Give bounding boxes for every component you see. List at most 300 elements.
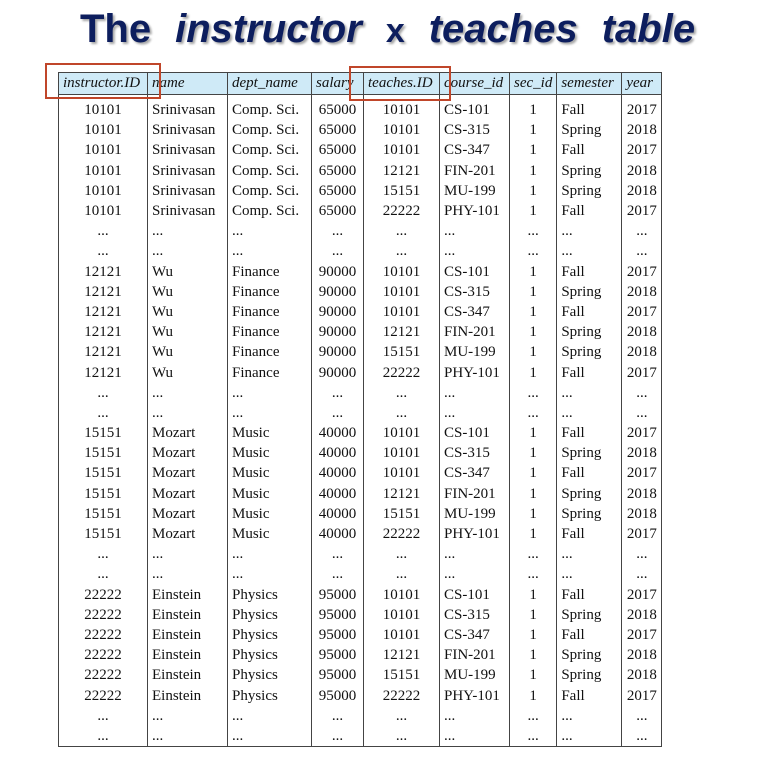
cell-sec-id: ...: [510, 564, 557, 584]
table-row: [59, 302, 662, 322]
cell-salary: ...: [312, 706, 364, 726]
cell-salary: ...: [312, 221, 364, 241]
cell-instructor-id: 10101: [59, 100, 148, 120]
table-row: [59, 161, 662, 181]
cell-semester: Fall: [557, 423, 622, 443]
cell-name: ...: [148, 221, 228, 241]
cell-instructor-id: ...: [59, 544, 148, 564]
cell-teaches-id: 22222: [364, 524, 440, 544]
cell-course-id: ...: [440, 564, 510, 584]
table-row: [59, 605, 662, 625]
cell-dept-name: Physics: [228, 605, 312, 625]
cell-semester: Spring: [557, 484, 622, 504]
cell-course-id: ...: [440, 403, 510, 423]
cell-sec-id: 1: [510, 524, 557, 544]
cell-instructor-id: 22222: [59, 605, 148, 625]
cell-sec-id: 1: [510, 120, 557, 140]
cell-instructor-id: ...: [59, 564, 148, 584]
cell-year: 2017: [622, 201, 662, 221]
cell-sec-id: ...: [510, 706, 557, 726]
cell-semester: Fall: [557, 302, 622, 322]
cell-sec-id: 1: [510, 100, 557, 120]
cell-sec-id: 1: [510, 463, 557, 483]
cell-sec-id: 1: [510, 665, 557, 685]
cell-sec-id: 1: [510, 302, 557, 322]
cell-teaches-id: 10101: [364, 605, 440, 625]
cell-year: 2018: [622, 161, 662, 181]
cell-name: ...: [148, 726, 228, 747]
cell-semester: Fall: [557, 585, 622, 605]
cell-sec-id: ...: [510, 221, 557, 241]
cell-teaches-id: 10101: [364, 585, 440, 605]
cell-dept-name: ...: [228, 241, 312, 261]
cell-salary: 95000: [312, 585, 364, 605]
cell-instructor-id: 12121: [59, 362, 148, 382]
cell-semester: Spring: [557, 342, 622, 362]
highlight-box-instructor-id: [45, 63, 161, 99]
cell-year: ...: [622, 383, 662, 403]
cell-dept-name: Comp. Sci.: [228, 161, 312, 181]
cell-dept-name: ...: [228, 544, 312, 564]
cell-sec-id: ...: [510, 241, 557, 261]
col-header-semester: semester: [557, 73, 622, 95]
cell-instructor-id: 15151: [59, 524, 148, 544]
cell-teaches-id: 15151: [364, 342, 440, 362]
cell-name: Mozart: [148, 484, 228, 504]
cell-dept-name: ...: [228, 403, 312, 423]
cell-dept-name: Physics: [228, 645, 312, 665]
col-header-name: name: [148, 73, 228, 95]
cell-sec-id: 1: [510, 201, 557, 221]
col-header-dept-name: dept_name: [228, 73, 312, 95]
table-row: [59, 322, 662, 342]
highlight-box-teaches-id: [349, 66, 451, 101]
cell-sec-id: 1: [510, 443, 557, 463]
cell-sec-id: ...: [510, 403, 557, 423]
cell-sec-id: 1: [510, 484, 557, 504]
cell-sec-id: 1: [510, 262, 557, 282]
cell-dept-name: Finance: [228, 362, 312, 382]
cell-salary: 90000: [312, 322, 364, 342]
cell-name: Mozart: [148, 443, 228, 463]
cell-course-id: MU-199: [440, 665, 510, 685]
cell-semester: Fall: [557, 685, 622, 705]
cell-semester: Spring: [557, 645, 622, 665]
cell-instructor-id: 12121: [59, 302, 148, 322]
cell-salary: 95000: [312, 665, 364, 685]
cell-course-id: CS-347: [440, 625, 510, 645]
cell-name: Einstein: [148, 585, 228, 605]
cell-instructor-id: 22222: [59, 665, 148, 685]
cell-year: ...: [622, 544, 662, 564]
cell-salary: ...: [312, 544, 364, 564]
cell-salary: ...: [312, 383, 364, 403]
cell-course-id: FIN-201: [440, 322, 510, 342]
cell-dept-name: Music: [228, 443, 312, 463]
cell-teaches-id: 15151: [364, 181, 440, 201]
cell-instructor-id: 10101: [59, 140, 148, 160]
cell-course-id: CS-101: [440, 423, 510, 443]
cell-dept-name: ...: [228, 221, 312, 241]
table-row: [59, 241, 662, 261]
cell-year: 2018: [622, 181, 662, 201]
cell-sec-id: 1: [510, 161, 557, 181]
title-word-the: The: [80, 7, 152, 51]
cell-dept-name: Comp. Sci.: [228, 201, 312, 221]
cell-instructor-id: 15151: [59, 463, 148, 483]
cell-sec-id: 1: [510, 282, 557, 302]
cell-year: 2017: [622, 302, 662, 322]
cell-instructor-id: ...: [59, 706, 148, 726]
cell-year: 2018: [622, 282, 662, 302]
cell-salary: 65000: [312, 181, 364, 201]
cell-salary: 40000: [312, 504, 364, 524]
cell-name: ...: [148, 383, 228, 403]
cell-name: ...: [148, 706, 228, 726]
cell-name: ...: [148, 564, 228, 584]
title-word-teaches: teaches: [428, 7, 578, 51]
cell-dept-name: Finance: [228, 262, 312, 282]
cell-semester: Spring: [557, 504, 622, 524]
cell-semester: ...: [557, 241, 622, 261]
cell-year: 2017: [622, 362, 662, 382]
cell-instructor-id: 10101: [59, 161, 148, 181]
cell-salary: 65000: [312, 120, 364, 140]
cell-course-id: FIN-201: [440, 484, 510, 504]
cell-sec-id: 1: [510, 625, 557, 645]
cell-salary: 65000: [312, 161, 364, 181]
cell-semester: Spring: [557, 665, 622, 685]
cell-teaches-id: ...: [364, 221, 440, 241]
cell-instructor-id: 15151: [59, 484, 148, 504]
cell-dept-name: Music: [228, 423, 312, 443]
cell-semester: ...: [557, 706, 622, 726]
cell-course-id: CS-101: [440, 100, 510, 120]
cell-salary: 95000: [312, 605, 364, 625]
cell-course-id: CS-347: [440, 302, 510, 322]
cell-name: Srinivasan: [148, 181, 228, 201]
cell-semester: Spring: [557, 322, 622, 342]
cell-salary: ...: [312, 564, 364, 584]
cell-name: Wu: [148, 362, 228, 382]
cell-instructor-id: 22222: [59, 585, 148, 605]
cell-course-id: PHY-101: [440, 685, 510, 705]
cell-semester: ...: [557, 726, 622, 747]
cell-instructor-id: 15151: [59, 443, 148, 463]
cell-course-id: MU-199: [440, 342, 510, 362]
cell-salary: 40000: [312, 463, 364, 483]
table-row: [59, 383, 662, 403]
cell-year: 2017: [622, 524, 662, 544]
cell-teaches-id: ...: [364, 383, 440, 403]
table-row: [59, 706, 662, 726]
cell-teaches-id: ...: [364, 403, 440, 423]
cell-salary: 95000: [312, 625, 364, 645]
cell-name: Wu: [148, 322, 228, 342]
table-row: [59, 342, 662, 362]
cell-semester: Fall: [557, 262, 622, 282]
cell-course-id: CS-315: [440, 282, 510, 302]
cell-dept-name: Physics: [228, 665, 312, 685]
cell-name: Wu: [148, 262, 228, 282]
cell-sec-id: 1: [510, 585, 557, 605]
cell-teaches-id: 22222: [364, 362, 440, 382]
cell-year: ...: [622, 241, 662, 261]
cell-teaches-id: ...: [364, 241, 440, 261]
cell-salary: 90000: [312, 302, 364, 322]
cell-teaches-id: ...: [364, 544, 440, 564]
table-row: [59, 726, 662, 747]
title-word-table: table: [601, 7, 696, 51]
table-row: [59, 544, 662, 564]
cell-course-id: CS-101: [440, 585, 510, 605]
cell-year: 2018: [622, 443, 662, 463]
cell-course-id: ...: [440, 221, 510, 241]
col-header-sec-id: sec_id: [510, 73, 557, 95]
cell-teaches-id: 15151: [364, 504, 440, 524]
cell-instructor-id: ...: [59, 403, 148, 423]
cell-semester: ...: [557, 221, 622, 241]
cell-course-id: ...: [440, 726, 510, 747]
cell-name: Einstein: [148, 665, 228, 685]
cell-course-id: ...: [440, 241, 510, 261]
cell-instructor-id: ...: [59, 241, 148, 261]
cell-course-id: CS-315: [440, 605, 510, 625]
cell-teaches-id: 10101: [364, 282, 440, 302]
cell-course-id: ...: [440, 706, 510, 726]
slide-title: [80, 4, 760, 54]
cell-salary: 40000: [312, 524, 364, 544]
cell-semester: ...: [557, 564, 622, 584]
cell-course-id: FIN-201: [440, 161, 510, 181]
cell-semester: Spring: [557, 181, 622, 201]
cell-dept-name: Physics: [228, 585, 312, 605]
cell-name: Wu: [148, 342, 228, 362]
cell-instructor-id: 12121: [59, 282, 148, 302]
table-row: [59, 221, 662, 241]
cell-sec-id: 1: [510, 504, 557, 524]
cell-sec-id: ...: [510, 383, 557, 403]
cell-sec-id: 1: [510, 362, 557, 382]
cell-year: 2017: [622, 585, 662, 605]
cell-teaches-id: 15151: [364, 665, 440, 685]
cell-name: Einstein: [148, 685, 228, 705]
cell-instructor-id: 10101: [59, 201, 148, 221]
cell-salary: 40000: [312, 484, 364, 504]
cell-name: Mozart: [148, 423, 228, 443]
table-row: [59, 362, 662, 382]
cell-teaches-id: ...: [364, 564, 440, 584]
table-row: [59, 645, 662, 665]
cell-sec-id: 1: [510, 685, 557, 705]
cell-name: Wu: [148, 302, 228, 322]
cell-salary: 90000: [312, 362, 364, 382]
cell-semester: ...: [557, 403, 622, 423]
cell-instructor-id: ...: [59, 383, 148, 403]
cell-salary: ...: [312, 241, 364, 261]
cell-instructor-id: ...: [59, 221, 148, 241]
cell-name: Mozart: [148, 524, 228, 544]
cell-teaches-id: 10101: [364, 443, 440, 463]
cell-sec-id: 1: [510, 181, 557, 201]
cell-course-id: CS-101: [440, 262, 510, 282]
cell-sec-id: 1: [510, 140, 557, 160]
cell-instructor-id: 22222: [59, 685, 148, 705]
cell-sec-id: 1: [510, 322, 557, 342]
cell-semester: Fall: [557, 100, 622, 120]
cell-name: Einstein: [148, 605, 228, 625]
cell-instructor-id: 12121: [59, 322, 148, 342]
cell-semester: Spring: [557, 282, 622, 302]
cell-course-id: PHY-101: [440, 201, 510, 221]
cell-year: ...: [622, 221, 662, 241]
cell-year: 2018: [622, 645, 662, 665]
cell-salary: 90000: [312, 342, 364, 362]
table-row: [59, 564, 662, 584]
cell-year: 2017: [622, 463, 662, 483]
cell-teaches-id: 22222: [364, 201, 440, 221]
cell-semester: Fall: [557, 524, 622, 544]
cell-dept-name: Music: [228, 504, 312, 524]
cell-name: Srinivasan: [148, 120, 228, 140]
title-word-instructor: instructor: [175, 7, 362, 51]
cell-dept-name: Comp. Sci.: [228, 140, 312, 160]
cell-semester: Fall: [557, 201, 622, 221]
cell-salary: 90000: [312, 262, 364, 282]
cell-name: Wu: [148, 282, 228, 302]
cell-sec-id: ...: [510, 544, 557, 564]
cell-course-id: PHY-101: [440, 524, 510, 544]
cell-year: 2017: [622, 262, 662, 282]
cell-salary: 95000: [312, 645, 364, 665]
cell-year: 2017: [622, 625, 662, 645]
table-row: [59, 140, 662, 160]
cell-semester: Spring: [557, 120, 622, 140]
cell-sec-id: 1: [510, 342, 557, 362]
cell-teaches-id: 22222: [364, 685, 440, 705]
cell-name: Mozart: [148, 463, 228, 483]
cell-name: Srinivasan: [148, 100, 228, 120]
table-row: [59, 625, 662, 645]
cell-dept-name: Music: [228, 463, 312, 483]
table-row: [59, 100, 662, 120]
cell-instructor-id: 15151: [59, 504, 148, 524]
table-row: [59, 685, 662, 705]
cell-teaches-id: 10101: [364, 140, 440, 160]
cell-dept-name: Finance: [228, 322, 312, 342]
cell-instructor-id: 22222: [59, 645, 148, 665]
cell-dept-name: Comp. Sci.: [228, 100, 312, 120]
cell-salary: 65000: [312, 140, 364, 160]
cell-semester: Spring: [557, 443, 622, 463]
cell-instructor-id: 10101: [59, 120, 148, 140]
cell-name: ...: [148, 544, 228, 564]
cell-name: ...: [148, 241, 228, 261]
cell-instructor-id: 15151: [59, 423, 148, 443]
col-header-teaches-id: teaches.ID: [364, 73, 440, 95]
cell-salary: 65000: [312, 100, 364, 120]
cell-year: ...: [622, 706, 662, 726]
cell-salary: ...: [312, 726, 364, 747]
cell-instructor-id: ...: [59, 726, 148, 747]
cell-salary: 95000: [312, 685, 364, 705]
title-cross-symbol: x: [385, 12, 405, 50]
cell-salary: 65000: [312, 201, 364, 221]
table-row: [59, 423, 662, 443]
table-row: [59, 484, 662, 504]
cell-dept-name: Music: [228, 484, 312, 504]
cell-course-id: FIN-201: [440, 645, 510, 665]
cell-course-id: ...: [440, 383, 510, 403]
cell-dept-name: Finance: [228, 282, 312, 302]
cell-dept-name: ...: [228, 383, 312, 403]
cell-teaches-id: 12121: [364, 322, 440, 342]
table-body: [59, 95, 662, 747]
cell-instructor-id: 10101: [59, 181, 148, 201]
table-row: [59, 443, 662, 463]
cell-name: Srinivasan: [148, 201, 228, 221]
cell-semester: ...: [557, 383, 622, 403]
table-row: [59, 201, 662, 221]
cell-year: 2017: [622, 100, 662, 120]
cell-name: ...: [148, 403, 228, 423]
table-row: [59, 504, 662, 524]
cell-course-id: ...: [440, 544, 510, 564]
cell-dept-name: Physics: [228, 625, 312, 645]
cell-year: ...: [622, 403, 662, 423]
col-header-course-id: course_id: [440, 73, 510, 95]
cell-teaches-id: ...: [364, 706, 440, 726]
cell-dept-name: Music: [228, 524, 312, 544]
cell-course-id: MU-199: [440, 504, 510, 524]
cell-year: 2018: [622, 484, 662, 504]
cell-teaches-id: 12121: [364, 161, 440, 181]
cell-dept-name: Finance: [228, 302, 312, 322]
col-header-salary: salary: [312, 73, 364, 95]
cell-teaches-id: 12121: [364, 645, 440, 665]
col-header-year: year: [622, 73, 662, 95]
table-row: [59, 262, 662, 282]
cell-instructor-id: 22222: [59, 625, 148, 645]
cell-sec-id: 1: [510, 605, 557, 625]
cell-dept-name: ...: [228, 706, 312, 726]
cell-course-id: PHY-101: [440, 362, 510, 382]
table-row: [59, 665, 662, 685]
cartesian-product-table: [58, 72, 662, 747]
cell-year: ...: [622, 726, 662, 747]
cell-year: 2017: [622, 423, 662, 443]
cell-name: Mozart: [148, 504, 228, 524]
cell-name: Einstein: [148, 625, 228, 645]
cell-teaches-id: 10101: [364, 120, 440, 140]
cell-course-id: MU-199: [440, 181, 510, 201]
cell-course-id: CS-315: [440, 120, 510, 140]
cell-salary: 40000: [312, 423, 364, 443]
table-row: [59, 403, 662, 423]
cell-dept-name: Comp. Sci.: [228, 181, 312, 201]
cell-dept-name: Finance: [228, 342, 312, 362]
cell-year: 2018: [622, 504, 662, 524]
cell-instructor-id: 12121: [59, 262, 148, 282]
cell-semester: ...: [557, 544, 622, 564]
cell-instructor-id: 12121: [59, 342, 148, 362]
table-row: [59, 524, 662, 544]
cell-name: Srinivasan: [148, 161, 228, 181]
cell-teaches-id: 10101: [364, 100, 440, 120]
cell-semester: Fall: [557, 625, 622, 645]
cell-year: ...: [622, 564, 662, 584]
cell-dept-name: Comp. Sci.: [228, 120, 312, 140]
